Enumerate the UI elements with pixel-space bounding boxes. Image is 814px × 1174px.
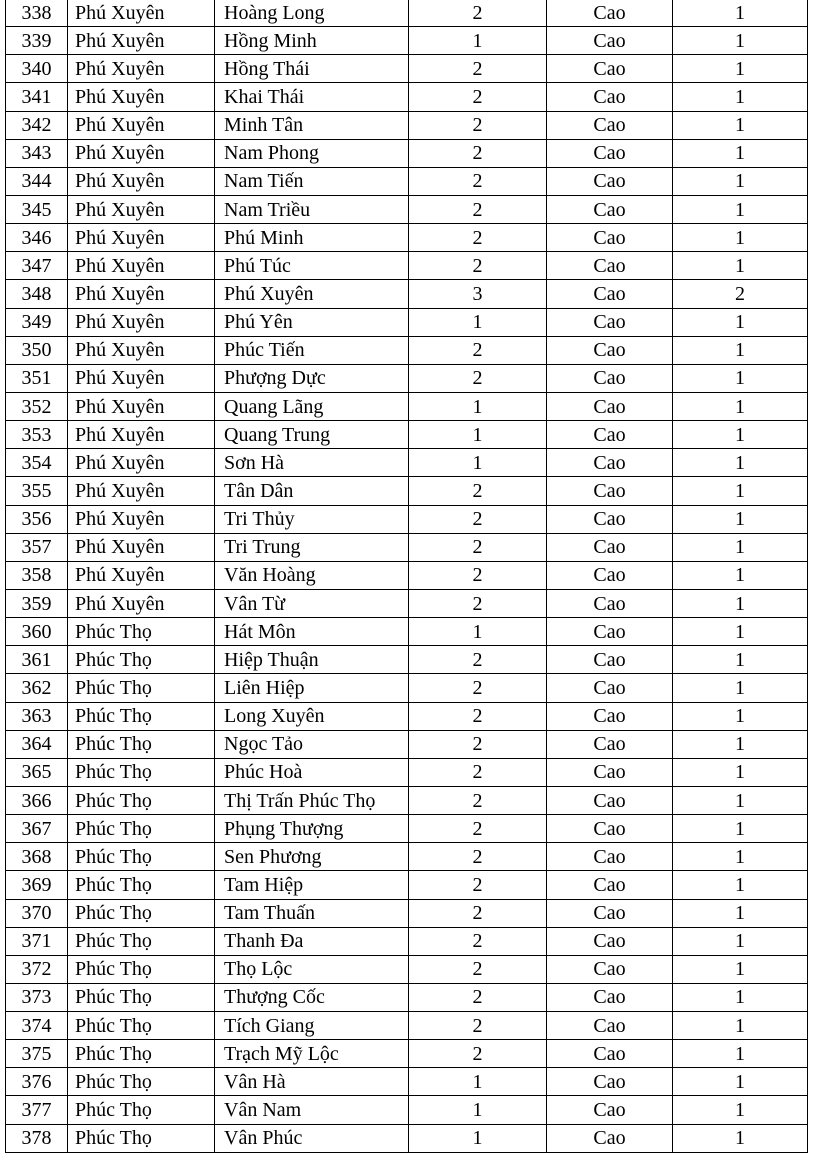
count-cell: 1: [409, 27, 547, 55]
level-cell: Cao: [547, 983, 673, 1011]
commune-cell: Vân Hà: [215, 1068, 409, 1096]
count-cell: 2: [409, 167, 547, 195]
value-cell: 1: [673, 27, 808, 55]
district-cell: Phú Xuyên: [68, 111, 215, 139]
district-cell: Phú Xuyên: [68, 195, 215, 223]
level-cell: Cao: [547, 1012, 673, 1040]
table-row: [6, 1068, 808, 1096]
level-cell: Cao: [547, 786, 673, 814]
count-cell: 1: [409, 1096, 547, 1124]
commune-cell: Hồng Minh: [215, 27, 409, 55]
commune-cell: Phú Xuyên: [215, 280, 409, 308]
commune-cell: Vân Phúc: [215, 1124, 409, 1152]
table-row: [6, 336, 808, 364]
table-row: [6, 646, 808, 674]
row-number: 356: [6, 505, 68, 533]
count-cell: 1: [409, 392, 547, 420]
table-row: [6, 533, 808, 561]
level-cell: Cao: [547, 449, 673, 477]
row-number: 373: [6, 983, 68, 1011]
level-cell: Cao: [547, 505, 673, 533]
count-cell: 3: [409, 280, 547, 308]
row-number: 349: [6, 308, 68, 336]
table-row: [6, 561, 808, 589]
value-cell: 1: [673, 224, 808, 252]
district-cell: Phúc Thọ: [68, 1096, 215, 1124]
count-cell: 2: [409, 983, 547, 1011]
table-row: [6, 589, 808, 617]
level-cell: Cao: [547, 561, 673, 589]
level-cell: Cao: [547, 336, 673, 364]
commune-cell: Tân Dân: [215, 477, 409, 505]
table-row: [6, 927, 808, 955]
row-number: 342: [6, 111, 68, 139]
commune-cell: Phú Minh: [215, 224, 409, 252]
row-number: 366: [6, 786, 68, 814]
row-number: 357: [6, 533, 68, 561]
count-cell: 2: [409, 899, 547, 927]
level-cell: Cao: [547, 111, 673, 139]
district-cell: Phú Xuyên: [68, 477, 215, 505]
district-cell: Phú Xuyên: [68, 533, 215, 561]
table-row: [6, 421, 808, 449]
commune-cell: Quang Trung: [215, 421, 409, 449]
table-row: [6, 83, 808, 111]
commune-cell: Thị Trấn Phúc Thọ: [215, 786, 409, 814]
district-cell: Phúc Thọ: [68, 1124, 215, 1152]
count-cell: 2: [409, 1040, 547, 1068]
value-cell: 1: [673, 111, 808, 139]
district-cell: Phú Xuyên: [68, 224, 215, 252]
table-row: [6, 111, 808, 139]
row-number: 376: [6, 1068, 68, 1096]
value-cell: 1: [673, 927, 808, 955]
count-cell: 1: [409, 1068, 547, 1096]
table-row: [6, 364, 808, 392]
commune-cell: Long Xuyên: [215, 702, 409, 730]
level-cell: Cao: [547, 280, 673, 308]
commune-cell: Phụng Thượng: [215, 815, 409, 843]
commune-cell: Phượng Dực: [215, 364, 409, 392]
commune-cell: Nam Tiến: [215, 167, 409, 195]
count-cell: 2: [409, 336, 547, 364]
value-cell: 1: [673, 0, 808, 27]
row-number: 338: [6, 0, 68, 27]
commune-cell: Vân Từ: [215, 589, 409, 617]
commune-cell: Hồng Thái: [215, 55, 409, 83]
row-number: 355: [6, 477, 68, 505]
value-cell: 1: [673, 392, 808, 420]
value-cell: 1: [673, 449, 808, 477]
value-cell: 1: [673, 55, 808, 83]
district-cell: Phúc Thọ: [68, 674, 215, 702]
table-row: [6, 618, 808, 646]
count-cell: 1: [409, 449, 547, 477]
row-number: 364: [6, 730, 68, 758]
level-cell: Cao: [547, 167, 673, 195]
row-number: 378: [6, 1124, 68, 1152]
count-cell: 2: [409, 758, 547, 786]
table-row: [6, 730, 808, 758]
count-cell: 2: [409, 730, 547, 758]
level-cell: Cao: [547, 252, 673, 280]
commune-cell: Phú Túc: [215, 252, 409, 280]
count-cell: 2: [409, 477, 547, 505]
count-cell: 2: [409, 533, 547, 561]
value-cell: 1: [673, 786, 808, 814]
count-cell: 2: [409, 0, 547, 27]
count-cell: 2: [409, 927, 547, 955]
count-cell: 2: [409, 561, 547, 589]
value-cell: 1: [673, 83, 808, 111]
row-number: 370: [6, 899, 68, 927]
level-cell: Cao: [547, 843, 673, 871]
count-cell: 2: [409, 1012, 547, 1040]
row-number: 362: [6, 674, 68, 702]
value-cell: 1: [673, 730, 808, 758]
level-cell: Cao: [547, 1096, 673, 1124]
commune-cell: Tam Thuấn: [215, 899, 409, 927]
table-row: [6, 1124, 808, 1152]
table-row: [6, 843, 808, 871]
table-row: [6, 786, 808, 814]
commune-cell: Tri Trung: [215, 533, 409, 561]
district-cell: Phú Xuyên: [68, 449, 215, 477]
district-cell: Phúc Thọ: [68, 955, 215, 983]
district-cell: Phúc Thọ: [68, 702, 215, 730]
row-number: 358: [6, 561, 68, 589]
district-cell: Phú Xuyên: [68, 392, 215, 420]
value-cell: 1: [673, 589, 808, 617]
commune-cell: Minh Tân: [215, 111, 409, 139]
row-number: 341: [6, 83, 68, 111]
district-cell: Phú Xuyên: [68, 167, 215, 195]
value-cell: 1: [673, 505, 808, 533]
count-cell: 2: [409, 111, 547, 139]
district-cell: Phúc Thọ: [68, 1040, 215, 1068]
count-cell: 2: [409, 364, 547, 392]
district-cell: Phú Xuyên: [68, 0, 215, 27]
value-cell: 1: [673, 336, 808, 364]
district-cell: Phú Xuyên: [68, 505, 215, 533]
count-cell: 2: [409, 815, 547, 843]
value-cell: 1: [673, 1012, 808, 1040]
row-number: 339: [6, 27, 68, 55]
district-cell: Phú Xuyên: [68, 336, 215, 364]
district-cell: Phú Xuyên: [68, 27, 215, 55]
row-number: 353: [6, 421, 68, 449]
row-number: 371: [6, 927, 68, 955]
level-cell: Cao: [547, 139, 673, 167]
row-number: 365: [6, 758, 68, 786]
table-body: [6, 0, 808, 1152]
table-row: [6, 224, 808, 252]
table-row: [6, 758, 808, 786]
table-row: [6, 392, 808, 420]
level-cell: Cao: [547, 224, 673, 252]
value-cell: 1: [673, 533, 808, 561]
value-cell: 1: [673, 561, 808, 589]
level-cell: Cao: [547, 195, 673, 223]
district-cell: Phú Xuyên: [68, 589, 215, 617]
district-cell: Phúc Thọ: [68, 786, 215, 814]
table-row: [6, 815, 808, 843]
count-cell: 2: [409, 843, 547, 871]
count-cell: 2: [409, 955, 547, 983]
table-row: [6, 477, 808, 505]
row-number: 343: [6, 139, 68, 167]
row-number: 369: [6, 871, 68, 899]
commune-cell: Khai Thái: [215, 83, 409, 111]
table-row: [6, 27, 808, 55]
table-row: [6, 1012, 808, 1040]
level-cell: Cao: [547, 392, 673, 420]
count-cell: 2: [409, 646, 547, 674]
count-cell: 2: [409, 702, 547, 730]
district-cell: Phú Xuyên: [68, 561, 215, 589]
commune-cell: Liên Hiệp: [215, 674, 409, 702]
table-row: [6, 449, 808, 477]
table-row: [6, 505, 808, 533]
table-row: [6, 167, 808, 195]
district-cell: Phúc Thọ: [68, 927, 215, 955]
district-cell: Phú Xuyên: [68, 139, 215, 167]
commune-cell: Thanh Đa: [215, 927, 409, 955]
level-cell: Cao: [547, 702, 673, 730]
commune-cell: Tri Thủy: [215, 505, 409, 533]
count-cell: 2: [409, 589, 547, 617]
commune-cell: Hát Môn: [215, 618, 409, 646]
value-cell: 1: [673, 618, 808, 646]
level-cell: Cao: [547, 815, 673, 843]
row-number: 345: [6, 195, 68, 223]
row-number: 340: [6, 55, 68, 83]
district-cell: Phúc Thọ: [68, 815, 215, 843]
count-cell: 1: [409, 1124, 547, 1152]
commune-cell: Ngọc Tảo: [215, 730, 409, 758]
level-cell: Cao: [547, 27, 673, 55]
district-cell: Phúc Thọ: [68, 730, 215, 758]
table-row: [6, 0, 808, 27]
row-number: 377: [6, 1096, 68, 1124]
count-cell: 2: [409, 871, 547, 899]
district-cell: Phúc Thọ: [68, 758, 215, 786]
commune-cell: Văn Hoàng: [215, 561, 409, 589]
value-cell: 1: [673, 815, 808, 843]
value-cell: 1: [673, 702, 808, 730]
table-row: [6, 195, 808, 223]
level-cell: Cao: [547, 730, 673, 758]
row-number: 351: [6, 364, 68, 392]
table-row: [6, 702, 808, 730]
level-cell: Cao: [547, 308, 673, 336]
count-cell: 2: [409, 195, 547, 223]
count-cell: 2: [409, 505, 547, 533]
table-row: [6, 955, 808, 983]
level-cell: Cao: [547, 955, 673, 983]
row-number: 360: [6, 618, 68, 646]
value-cell: 1: [673, 758, 808, 786]
district-cell: Phú Xuyên: [68, 364, 215, 392]
value-cell: 1: [673, 983, 808, 1011]
level-cell: Cao: [547, 364, 673, 392]
row-number: 368: [6, 843, 68, 871]
level-cell: Cao: [547, 55, 673, 83]
value-cell: 2: [673, 280, 808, 308]
row-number: 344: [6, 167, 68, 195]
level-cell: Cao: [547, 899, 673, 927]
count-cell: 2: [409, 252, 547, 280]
level-cell: Cao: [547, 674, 673, 702]
level-cell: Cao: [547, 0, 673, 27]
value-cell: 1: [673, 139, 808, 167]
table-row: [6, 899, 808, 927]
data-table: [5, 0, 808, 1153]
district-cell: Phúc Thọ: [68, 1068, 215, 1096]
table-row: [6, 674, 808, 702]
level-cell: Cao: [547, 589, 673, 617]
count-cell: 2: [409, 786, 547, 814]
level-cell: Cao: [547, 1124, 673, 1152]
district-cell: Phú Xuyên: [68, 308, 215, 336]
level-cell: Cao: [547, 421, 673, 449]
level-cell: Cao: [547, 646, 673, 674]
commune-cell: Sơn Hà: [215, 449, 409, 477]
district-cell: Phúc Thọ: [68, 618, 215, 646]
value-cell: 1: [673, 646, 808, 674]
commune-cell: Quang Lãng: [215, 392, 409, 420]
commune-cell: Phúc Hoà: [215, 758, 409, 786]
count-cell: 1: [409, 421, 547, 449]
row-number: 359: [6, 589, 68, 617]
district-cell: Phúc Thọ: [68, 843, 215, 871]
row-number: 372: [6, 955, 68, 983]
level-cell: Cao: [547, 1040, 673, 1068]
count-cell: 2: [409, 83, 547, 111]
value-cell: 1: [673, 364, 808, 392]
table-row: [6, 55, 808, 83]
table-row: [6, 1040, 808, 1068]
commune-cell: Phúc Tiến: [215, 336, 409, 364]
count-cell: 1: [409, 618, 547, 646]
row-number: 350: [6, 336, 68, 364]
table-row: [6, 280, 808, 308]
value-cell: 1: [673, 955, 808, 983]
row-number: 348: [6, 280, 68, 308]
table-row: [6, 139, 808, 167]
district-cell: Phúc Thọ: [68, 871, 215, 899]
level-cell: Cao: [547, 477, 673, 505]
row-number: 374: [6, 1012, 68, 1040]
row-number: 375: [6, 1040, 68, 1068]
commune-cell: Nam Triều: [215, 195, 409, 223]
value-cell: 1: [673, 421, 808, 449]
commune-cell: Vân Nam: [215, 1096, 409, 1124]
row-number: 347: [6, 252, 68, 280]
value-cell: 1: [673, 843, 808, 871]
table-row: [6, 983, 808, 1011]
table-row: [6, 308, 808, 336]
level-cell: Cao: [547, 927, 673, 955]
commune-cell: Hiệp Thuận: [215, 646, 409, 674]
value-cell: 1: [673, 871, 808, 899]
row-number: 363: [6, 702, 68, 730]
level-cell: Cao: [547, 533, 673, 561]
value-cell: 1: [673, 477, 808, 505]
district-cell: Phú Xuyên: [68, 83, 215, 111]
level-cell: Cao: [547, 758, 673, 786]
value-cell: 1: [673, 1096, 808, 1124]
value-cell: 1: [673, 195, 808, 223]
value-cell: 1: [673, 167, 808, 195]
table-row: [6, 1096, 808, 1124]
value-cell: 1: [673, 674, 808, 702]
count-cell: 2: [409, 224, 547, 252]
commune-cell: Tích Giang: [215, 1012, 409, 1040]
district-cell: Phúc Thọ: [68, 983, 215, 1011]
table-row: [6, 252, 808, 280]
commune-cell: Trạch Mỹ Lộc: [215, 1040, 409, 1068]
district-cell: Phú Xuyên: [68, 421, 215, 449]
row-number: 354: [6, 449, 68, 477]
commune-cell: Hoàng Long: [215, 0, 409, 27]
value-cell: 1: [673, 1124, 808, 1152]
district-cell: Phú Xuyên: [68, 280, 215, 308]
commune-cell: Nam Phong: [215, 139, 409, 167]
commune-cell: Tam Hiệp: [215, 871, 409, 899]
commune-cell: Phú Yên: [215, 308, 409, 336]
value-cell: 1: [673, 252, 808, 280]
count-cell: 1: [409, 308, 547, 336]
commune-cell: Thượng Cốc: [215, 983, 409, 1011]
value-cell: 1: [673, 308, 808, 336]
value-cell: 1: [673, 1068, 808, 1096]
commune-cell: Thọ Lộc: [215, 955, 409, 983]
value-cell: 1: [673, 899, 808, 927]
district-cell: Phúc Thọ: [68, 899, 215, 927]
row-number: 367: [6, 815, 68, 843]
district-cell: Phú Xuyên: [68, 55, 215, 83]
district-cell: Phúc Thọ: [68, 1012, 215, 1040]
row-number: 352: [6, 392, 68, 420]
commune-cell: Sen Phương: [215, 843, 409, 871]
count-cell: 2: [409, 139, 547, 167]
level-cell: Cao: [547, 83, 673, 111]
count-cell: 2: [409, 55, 547, 83]
district-cell: Phú Xuyên: [68, 252, 215, 280]
district-cell: Phúc Thọ: [68, 646, 215, 674]
level-cell: Cao: [547, 618, 673, 646]
count-cell: 2: [409, 674, 547, 702]
level-cell: Cao: [547, 1068, 673, 1096]
row-number: 361: [6, 646, 68, 674]
row-number: 346: [6, 224, 68, 252]
table-row: [6, 871, 808, 899]
level-cell: Cao: [547, 871, 673, 899]
value-cell: 1: [673, 1040, 808, 1068]
